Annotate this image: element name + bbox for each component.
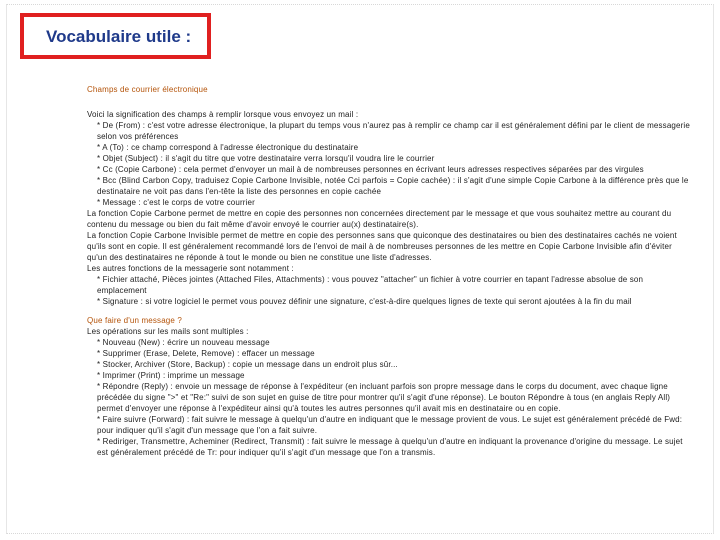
list-item: * Faire suivre (Forward) : fait suivre le message à quelqu'un d'autre en indiquant que le message provient de vous. Le sujet est généralement précédé de Fwd: pour indiquer qu'il s'agit d'un message que l'on a fait suivre. xyxy=(97,415,683,435)
paragraph: Voici la signification des champs à remplir lorsque vous envoyez un mail : xyxy=(87,110,359,119)
list-item: * Signature : si votre logiciel le permet vous pouvez définir une signature, c'est-à-dire quelques lignes de texte qui seront ajoutées à la fin du mail xyxy=(97,297,632,306)
slide-title: Vocabulaire utile : xyxy=(46,27,192,46)
document-body xyxy=(87,84,692,458)
list-item: * Objet (Subject) : il s'agit du titre que votre destinataire verra lorsqu'il voudra lire le courrier xyxy=(97,154,435,163)
section-heading-champs: Champs de courrier électronique xyxy=(87,85,208,94)
list-item: * Stocker, Archiver (Store, Backup) : copie un message dans un endroit plus sûr... xyxy=(97,360,398,369)
section-heading-operations: Que faire d'un message ? xyxy=(87,316,182,325)
paragraph: La fonction Copie Carbone permet de mettre en copie des personnes non concernées directement par le message et que vous souhaitez mettre au courant du contenu du message ou bien du fait même d'avoir envoyé le courrier au(x) destinataire(s). xyxy=(87,209,672,229)
list-item: * A (To) : ce champ correspond à l'adresse électronique du destinataire xyxy=(97,143,359,152)
list-item: * Supprimer (Erase, Delete, Remove) : effacer un message xyxy=(97,349,315,358)
list-item: * Imprimer (Print) : imprime un message xyxy=(97,371,245,380)
list-item: * Bcc (Blind Carbon Copy, traduisez Copie Carbone Invisible, notée Cci parfois = Copie cachée) : il s'agit d'une simple Copie Carbone à la différence près que le destinataire ne voit pas dans l'en-tête la liste des personnes en copie cachée xyxy=(97,176,689,196)
paragraph: Les autres fonctions de la messagerie sont notamment : xyxy=(87,264,294,273)
paragraph: La fonction Copie Carbone Invisible permet de mettre en copie des personnes sans que quiconque des destinataires ou bien des destinataires cachés ne voient qu'ils sont en copie. Il est généralement recommandé lors de l'envoi de mail à de nombreuses personnes de les mettre en Copie Carbone Invisible afin d'éviter qu'un des destinataires ne réponde à tout le monde ou bien ne constitue une liste d'adresses. xyxy=(87,231,677,262)
list-item: * Cc (Copie Carbone) : cela permet d'envoyer un mail à de nombreuses personnes en écrivant leurs adresses respectives séparées par des virgules xyxy=(97,165,644,174)
list-item: * Répondre (Reply) : envoie un message de réponse à l'expéditeur (en incluant parfois son propre message dans le corps du document, avec chaque ligne précédée du signe ">" et "Re:" suivi de son sujet en guise de titre pour montrer qu'il s'agit d'une réponse). Le bouton Répondre à tous (en anglais Reply All) permet d'envoyer une réponse à l'expéditeur ainsi qu'à toutes les autres personnes qu'il avait mis en destinataire ou en copie. xyxy=(97,382,671,413)
list-item: * De (From) : c'est votre adresse électronique, la plupart du temps vous n'aurez pas à remplir ce champ car il est généralement défini par le client de messagerie selon vos préférences xyxy=(97,121,690,141)
list-item: * Message : c'est le corps de votre courrier xyxy=(97,198,255,207)
paragraph: Les opérations sur les mails sont multiples : xyxy=(87,327,249,336)
list-item: * Fichier attaché, Pièces jointes (Attached Files, Attachments) : vous pouvez "attacher" un fichier à votre courrier en tapant l'adresse absolue de son emplacement xyxy=(97,275,644,295)
list-item: * Rediriger, Transmettre, Acheminer (Redirect, Transmit) : fait suivre le message à quelqu'un d'autre en indiquant la provenance d'origine du message. Le sujet est généralement précédé de Tr: pour indiquer qu'il s'agit d'un message que l'on a transmis. xyxy=(97,437,683,457)
list-item: * Nouveau (New) : écrire un nouveau message xyxy=(97,338,270,347)
